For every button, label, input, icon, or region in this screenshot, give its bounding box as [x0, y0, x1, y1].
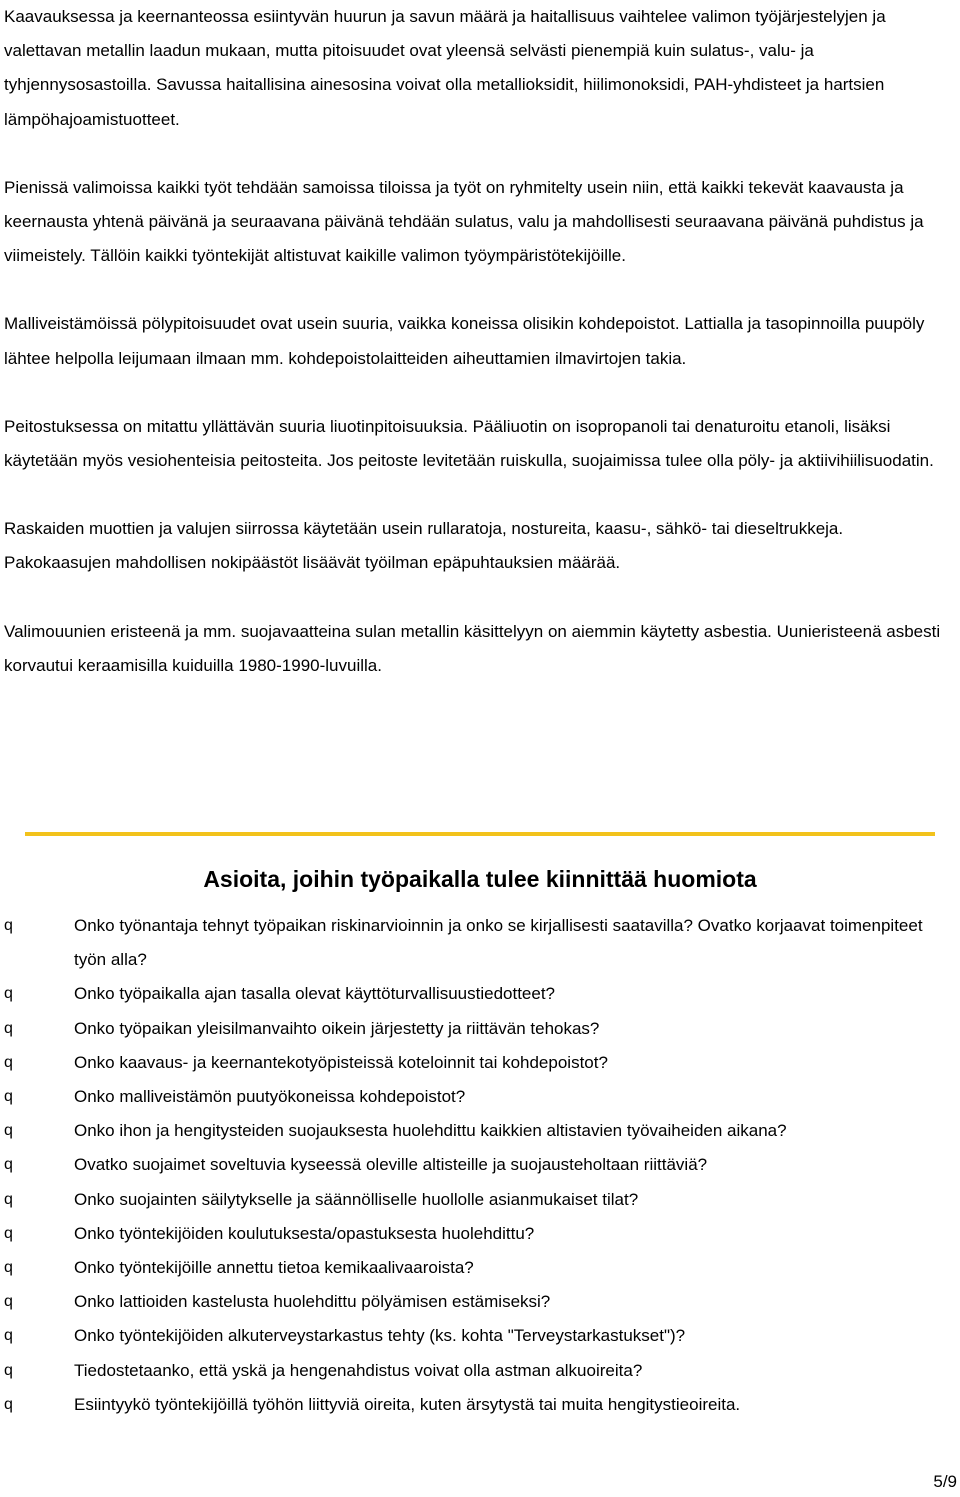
checklist [4, 909, 954, 1422]
checklist-item-text: Onko työpaikalla ajan tasalla olevat käyttöturvallisuustiedotteet? [74, 984, 556, 1004]
paragraph-4: Peitostuksessa on mitattu yllättävän suuria liuotinpitoisuuksia. Pääliuotin on isopropanoli tai denaturoitu etanoli, lisäksi käytetään myös vesiohenteisia peitosteita. Jos peitoste levitetään ruiskulla, suojaimissa tulee olla pöly- ja aktiivihiilisuodatin. [4, 416, 934, 471]
checklist-item [4, 1319, 954, 1353]
bullet-marker: q [4, 1122, 13, 1140]
checklist-item [4, 1012, 954, 1046]
bullet-marker: q [4, 1293, 13, 1311]
paragraph-3: Malliveistämöissä pölypitoisuudet ovat usein suuria, vaikka koneissa olisikin kohdepoistot. Lattialla ja tasopinnoilla puupöly lähtee helpolla leijumaan ilmaan mm. kohdepoistolaitteiden aiheuttamien ilmavirtojen takia. [4, 314, 925, 368]
checklist-item-text: Esiintyykö työntekijöillä työhön liittyviä oireita, kuten ärsytystä tai muita hengitystieoireita. [74, 1394, 741, 1414]
checklist-item-text: Onko työntekijöiden alkuterveystarkastus tehty (ks. kohta "Terveystarkastukset")? [74, 1326, 686, 1346]
checklist-item [4, 909, 954, 977]
checklist-item-text: Tiedostetaanko, että yskä ja hengenahdistus voivat olla astman alkuoireita? [74, 1360, 643, 1380]
section-divider [25, 832, 935, 836]
checklist-item-text: Ovatko suojaimet soveltuvia kyseessä oleville altisteille ja suojausteholtaan riittäviä? [74, 1155, 708, 1175]
checklist-item-text: Onko työntekijöiden koulutuksesta/opastuksesta huolehdittu? [74, 1223, 535, 1243]
checklist-item-text: Onko ihon ja hengitysteiden suojauksesta huolehdittu kaikkien altistavien työvaiheiden aikana? [74, 1121, 787, 1141]
checklist-item [4, 1388, 954, 1422]
bullet-marker: q [4, 1019, 13, 1037]
checklist-item-text: Onko lattioiden kastelusta huolehdittu pölyämisen estämiseksi? [74, 1292, 551, 1312]
body-text [4, 0, 954, 683]
bullet-marker: q [4, 1088, 13, 1106]
checklist-item [4, 1148, 954, 1182]
bullet-marker: q [4, 1327, 13, 1345]
checklist-item [4, 1114, 954, 1148]
bullet-marker: q [4, 1156, 13, 1174]
checklist-item-text: Onko työpaikan yleisilmanvaihto oikein järjestetty ja riittävän tehokas? [74, 1018, 600, 1038]
bullet-marker: q [4, 985, 13, 1003]
bullet-marker: q [4, 1224, 13, 1242]
bullet-marker: q [4, 1395, 13, 1413]
paragraph-2: Pienissä valimoissa kaikki työt tehdään samoissa tiloissa ja työt on ryhmitelty usein niin, että kaikki tekevät kaavausta ja keernausta yhtenä päivänä ja seuraavana päivänä tehdään sulatus, valu ja mahdollisesti seuraavana päivänä puhdistus ja viimeistely. Tällöin kaikki työntekijät altistuvat kaikille valimon työympäristötekijöille. [4, 177, 924, 266]
checklist-item-text: Onko suojainten säilytykselle ja säännölliselle huollolle asianmukaiset tilat? [74, 1189, 639, 1209]
checklist-item [4, 1354, 954, 1388]
paragraph-6: Valimouunien eristeenä ja mm. suojavaatteina sulan metallin käsittelyyn on aiemmin käytetty asbestia. Uunieristeenä asbesti korvautui keraamisilla kuiduilla 1980-1990-luvuilla. [4, 621, 941, 675]
bullet-marker: q [4, 1053, 13, 1071]
bullet-marker: q [4, 1190, 13, 1208]
bullet-marker: q [4, 917, 13, 934]
checklist-item-text: Onko kaavaus- ja keernantekotyöpisteissä koteloinnit tai kohdepoistot? [74, 1052, 608, 1072]
checklist-item [4, 1251, 954, 1285]
paragraph-1: Kaavauksessa ja keernanteossa esiintyvän huurun ja savun määrä ja haitallisuus vaihtelee valimon työjärjestelyjen ja valettavan metallin laadun mukaan, mutta pitoisuudet ovat yleensä selvästi pienempiä kuin sulatus-, valu- ja tyhjennysosastoilla. Savussa haitallisina ainesosina voivat olla metallioksidit, hiilimonoksidi, PAH-yhdisteet ja hartsien lämpöhajoamistuotteet. [4, 7, 886, 129]
checklist-item [4, 977, 954, 1011]
checklist-item [4, 1080, 954, 1114]
checklist-item [4, 1285, 954, 1319]
checklist-item-text: Onko työntekijöille annettu tietoa kemikaalivaaroista? [74, 1258, 474, 1278]
bullet-marker: q [4, 1259, 13, 1277]
checklist-item-text: Onko työnantaja tehnyt työpaikan riskinarvioinnin ja onko se kirjallisesti saatavilla? Ovatko korjaavat toimenpiteet työn alla? [74, 916, 923, 970]
checklist-item-text: Onko malliveistämön puutyökoneissa kohdepoistot? [74, 1087, 466, 1107]
checklist-item [4, 1217, 954, 1251]
checklist-item [4, 1183, 954, 1217]
bullet-marker: q [4, 1361, 13, 1379]
checklist-heading: Asioita, joihin työpaikalla tulee kiinnittää huomiota [203, 866, 757, 892]
checklist-item [4, 1046, 954, 1080]
paragraph-5: Raskaiden muottien ja valujen siirrossa käytetään usein rullaratoja, nostureita, kaasu-, sähkö- tai dieseltrukkeja. Pakokaasujen mahdollisen nokipäästöt lisäävät työilman epäpuhtauksien määrää. [4, 519, 844, 573]
page-number: 5/9 [933, 1472, 957, 1491]
